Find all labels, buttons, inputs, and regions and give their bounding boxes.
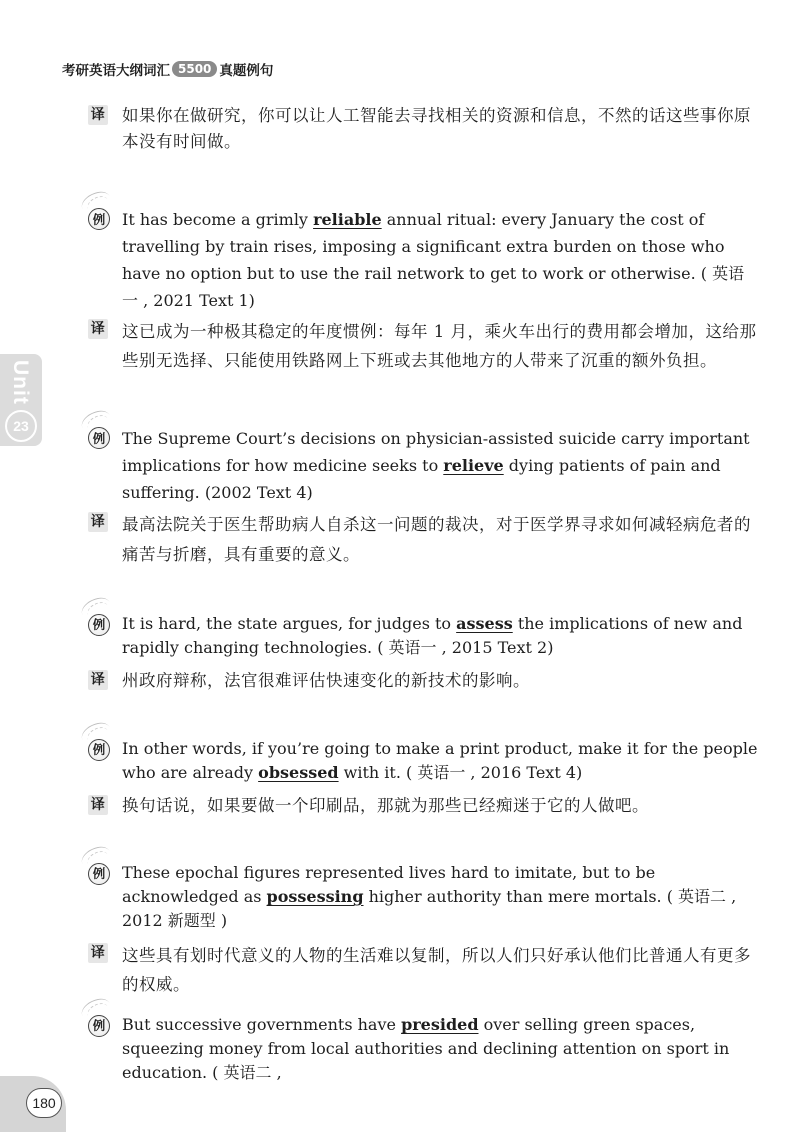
- example-text-after: higher authority than mere mortals. ( 英语二 , 2012 新题型 ): [122, 887, 737, 930]
- keyword: reliable: [313, 210, 382, 229]
- page-number-tab: [0, 1076, 66, 1132]
- example-text-after: the implications of new and rapidly changing technologies. ( 英语一 , 2015 Text 2): [122, 614, 743, 657]
- example-text-before: These epochal figures represented lives hard to imitate, but to be acknowledged as: [122, 863, 656, 906]
- translation-line: [78, 668, 760, 694]
- entry-block: [78, 1013, 760, 1085]
- example-marker-icon: 例: [88, 208, 110, 230]
- example-sentence: [78, 612, 760, 660]
- example-marker-icon: 例: [88, 614, 110, 636]
- example-marker-icon: 例: [88, 1015, 110, 1037]
- entry-block: [78, 861, 760, 999]
- entry-block: [78, 206, 760, 375]
- page-header: [62, 56, 273, 82]
- example-text-before: It has become a grimly: [122, 210, 314, 229]
- example-sentence: [78, 861, 760, 933]
- translation-marker-icon: 译: [88, 943, 108, 963]
- translation-line: [78, 103, 760, 155]
- example-text-before: The Supreme Court’s decisions on physician-assisted suicide carry important implications for how medicine seeks to: [122, 429, 750, 475]
- translation-text: 州政府辩称，法官很难评估快速变化的新技术的影响。: [122, 671, 530, 690]
- translation-text: 如果你在做研究，你可以让人工智能去寻找相关的资源和信息，不然的话这些事你原本没有时间做。: [122, 106, 751, 151]
- header-title-end: 真题例句: [219, 63, 274, 79]
- keyword: relieve: [443, 456, 504, 475]
- example-marker-icon: 例: [88, 739, 110, 761]
- example-text-after: with it. ( 英语一 , 2016 Text 4): [338, 763, 583, 782]
- example-text-before: It is hard, the state argues, for judges to: [122, 614, 457, 633]
- unit-tab: [0, 354, 42, 446]
- translation-marker-icon: 译: [88, 319, 108, 339]
- header-title-start: 考研英语大纲词汇: [62, 63, 170, 79]
- translation-line: [78, 941, 760, 999]
- example-sentence: [78, 206, 760, 314]
- keyword: presided: [401, 1015, 479, 1034]
- example-sentence: [78, 425, 760, 506]
- keyword: possessing: [266, 887, 364, 906]
- example-marker-icon: 例: [88, 863, 110, 885]
- translation-line: [78, 793, 760, 819]
- translation-text: 这些具有划时代意义的人物的生活难以复制，所以人们只好承认他们比普通人有更多的权威。: [122, 946, 751, 994]
- translation-marker-icon: 译: [88, 512, 108, 532]
- header-badge: 5500: [172, 61, 217, 77]
- entry-block: [78, 612, 760, 694]
- entry-block: [78, 103, 760, 155]
- translation-text: 换句话说，如果要做一个印刷品，那就为那些已经痴迷于它的人做吧。: [122, 796, 649, 815]
- translation-marker-icon: 译: [88, 795, 108, 815]
- example-sentence: [78, 737, 760, 785]
- translation-marker-icon: 译: [88, 105, 108, 125]
- example-text-after: annual ritual: every January the cost of travelling by train rises, imposing a significant extra burden on those who have no option but to use the rail network to get to work or otherwise. ( 英语一 , 2021 Text 1): [122, 210, 745, 310]
- translation-text: 这已成为一种极其稳定的年度惯例：每年 1 月，乘火车出行的费用都会增加，这给那些别无选择、只能使用铁路网上下班或去其他地方的人带来了沉重的额外负担。: [122, 322, 757, 370]
- example-sentence: [78, 1013, 760, 1085]
- translation-line: [78, 510, 760, 570]
- keyword: obsessed: [258, 763, 339, 782]
- example-text-before: In other words, if you’re going to make a print product, make it for the people who are already: [122, 739, 758, 782]
- example-text-before: But successive governments have: [122, 1015, 402, 1034]
- example-text-after: dying patients of pain and suffering. (2002 Text 4): [122, 456, 721, 502]
- entry-block: [78, 737, 760, 819]
- entry-block: [78, 425, 760, 570]
- translation-marker-icon: 译: [88, 670, 108, 690]
- page-number: 180: [26, 1088, 62, 1118]
- unit-label: Unit: [9, 360, 32, 405]
- translation-text: 最高法院关于医生帮助病人自杀这一问题的裁决，对于医学界寻求如何减轻病危者的痛苦与折磨，具有重要的意义。: [122, 515, 751, 564]
- example-text-after: over selling green spaces, squeezing money from local authorities and declining attention on sport in education. ( 英语二 ,: [122, 1015, 730, 1082]
- translation-line: [78, 317, 760, 375]
- unit-number: 23: [5, 410, 37, 442]
- keyword: assess: [456, 614, 513, 633]
- example-marker-icon: 例: [88, 427, 110, 449]
